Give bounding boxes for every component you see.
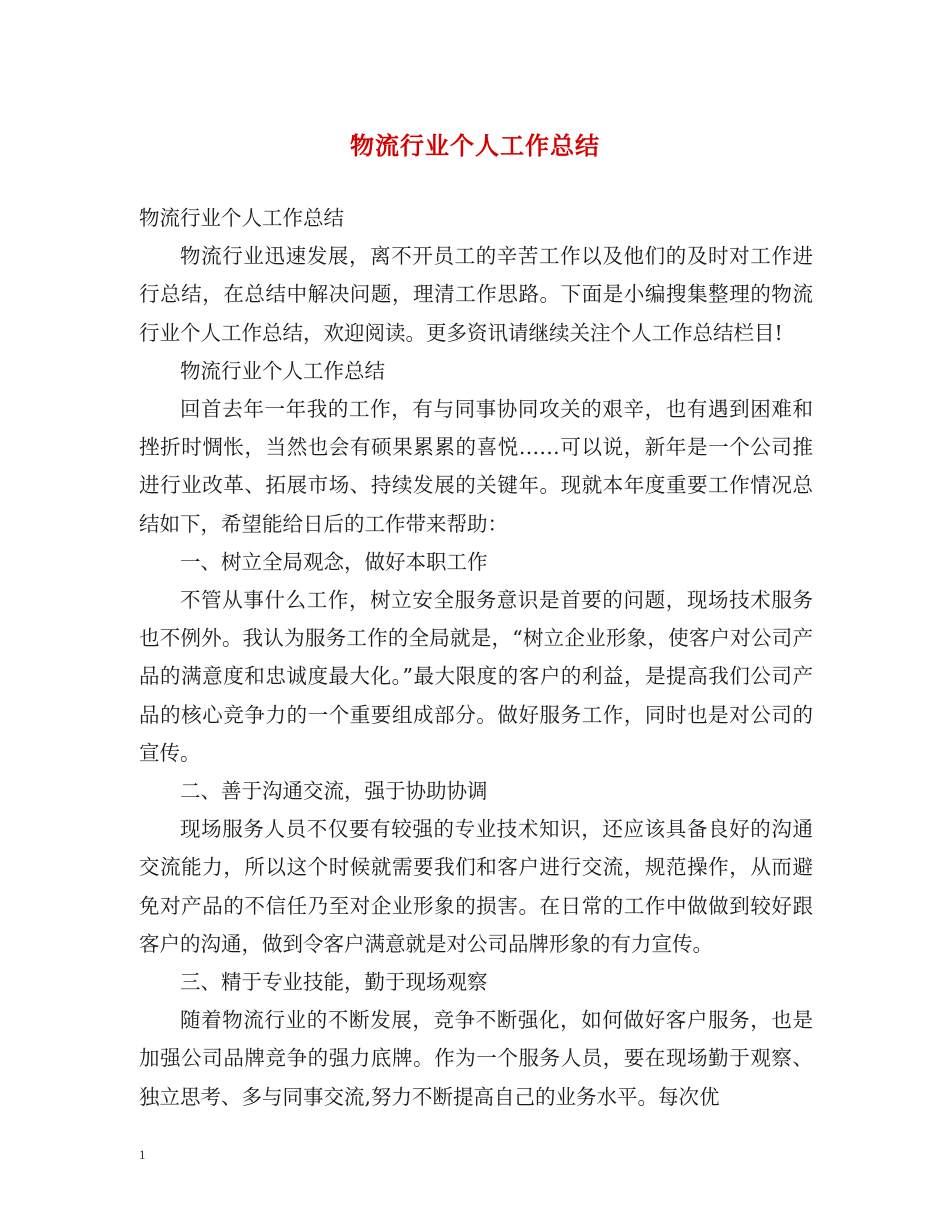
section-2-paragraph: 现场服务人员不仅要有较强的专业技术知识，还应该具备良好的沟通交流能力，所以这个时候就需要我们和客户进行交流，规范操作，从而避免对产品的不信任乃至对企业形象的损害。在日常的工作中做做到较好跟客户的沟通，做到令客户满意就是对公司品牌形象的有力宣传。	[139, 817, 813, 956]
document-title: 物流行业个人工作总结	[350, 131, 600, 160]
section-3-paragraph: 随着物流行业的不断发展，竞争不断强化，如何做好客户服务，也是加强公司品牌竞争的强力底牌。作为一个服务人员，要在现场勤于观察、独立思考、多与同事交流,努力不断提高自己的业务水平。每次优	[139, 1008, 813, 1109]
section-subtitle: 物流行业个人工作总结	[180, 358, 385, 383]
section-1-paragraph: 不管从事什么工作，树立安全服务意识是首要的问题，现场技术服务也不例外。我认为服务工作的全局就是，“树立企业形象，使客户对公司产品的满意度和忠诚度最大化。”最大限度的客户的利益，是提高我们公司产品的核心竞争力的一个重要组成部分。做好服务工作，同时也是对公司的宣传。	[139, 588, 813, 765]
review-paragraph: 回首去年一年我的工作，有与同事协同攻关的艰辛，也有遇到困难和挫折时惆怅，当然也会有硕果累累的喜悦……可以说，新年是一个公司推进行业改革、拓展市场、持续发展的关键年。现就本年度重要工作情况总结如下，希望能给日后的工作带来帮助：	[139, 397, 813, 536]
section-heading-3: 三、精于专业技能，勤于现场观察	[180, 970, 488, 995]
section-heading-1: 一、树立全局观念，做好本职工作	[180, 549, 488, 574]
body-heading: 物流行业个人工作总结	[139, 206, 344, 230]
section-heading-2: 二、善于沟通交流，强于协助协调	[180, 779, 488, 804]
page-number: 1	[139, 1147, 146, 1162]
document-body	[139, 199, 813, 1116]
intro-paragraph: 物流行业迅速发展，离不开员工的辛苦工作以及他们的及时对工作进行总结，在总结中解决问题，理清工作思路。下面是小编搜集整理的物流行业个人工作总结，欢迎阅读。更多资讯请继续关注个人工作总结栏目!	[139, 244, 813, 345]
